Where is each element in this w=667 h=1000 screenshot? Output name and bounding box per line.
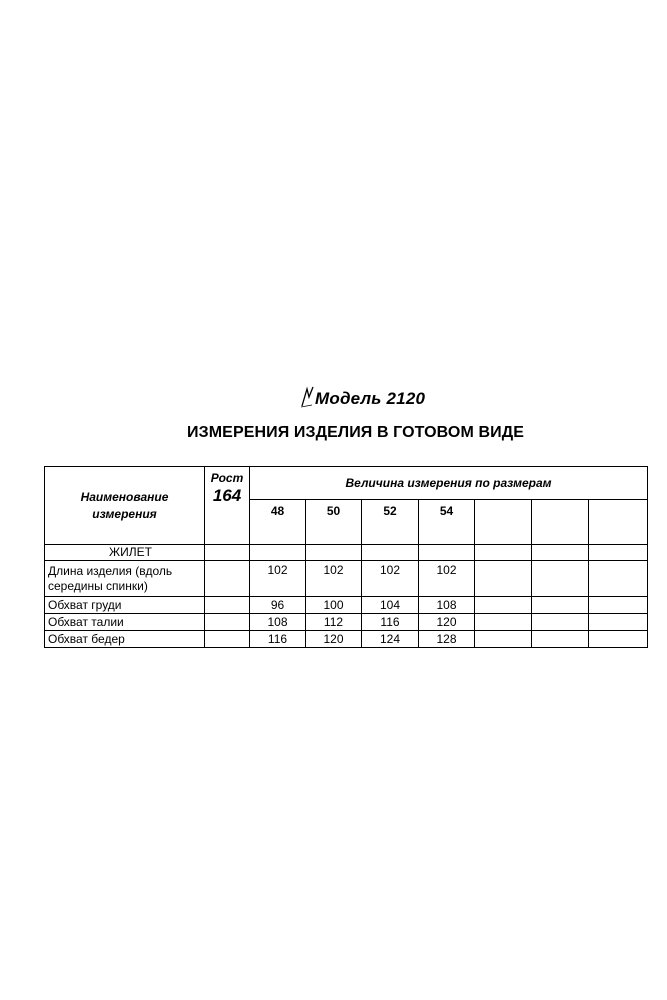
value-cell: 116 xyxy=(362,614,419,631)
rost-value: 164 xyxy=(212,486,242,505)
value-cell: 120 xyxy=(306,631,362,648)
table-row xyxy=(45,631,648,648)
table-row xyxy=(45,597,648,614)
value-cell xyxy=(589,597,648,614)
values-header: Величина измерения по размерам xyxy=(345,475,552,490)
rost-cell xyxy=(205,561,250,597)
value-cell: 102 xyxy=(250,561,306,597)
size-cell: 54 xyxy=(419,500,475,545)
name-header-cell xyxy=(45,467,205,545)
value-cell xyxy=(475,631,532,648)
value-cell: 104 xyxy=(362,597,419,614)
value-cell: 108 xyxy=(419,597,475,614)
size-cell: 52 xyxy=(362,500,419,545)
value-cell: 116 xyxy=(250,631,306,648)
table-cell xyxy=(532,545,589,561)
row-label: Обхват груди xyxy=(45,597,205,614)
size-cell xyxy=(589,500,648,545)
section-row xyxy=(45,545,648,561)
size-cell xyxy=(475,500,532,545)
values-header-cell xyxy=(250,467,648,500)
value-cell: 102 xyxy=(419,561,475,597)
value-cell xyxy=(532,597,589,614)
model-title xyxy=(300,389,425,409)
page-title xyxy=(0,424,667,442)
value-cell: 96 xyxy=(250,597,306,614)
model-logo-icon xyxy=(300,386,314,408)
value-cell: 112 xyxy=(306,614,362,631)
table-cell xyxy=(362,545,419,561)
rost-label: Рост xyxy=(210,471,244,485)
table-row xyxy=(45,561,648,597)
rost-cell xyxy=(205,614,250,631)
table-cell xyxy=(306,545,362,561)
value-cell xyxy=(475,614,532,631)
value-cell xyxy=(475,597,532,614)
section-label: ЖИЛЕТ xyxy=(45,545,205,561)
value-cell xyxy=(532,631,589,648)
rost-cell xyxy=(205,597,250,614)
row-label: Длина изделия (вдоль середины спинки) xyxy=(45,561,205,597)
value-cell: 100 xyxy=(306,597,362,614)
value-cell xyxy=(532,614,589,631)
page-title-text: ИЗМЕРЕНИЯ ИЗДЕЛИЯ В ГОТОВОМ ВИДЕ xyxy=(187,424,524,441)
size-cell xyxy=(532,500,589,545)
value-cell xyxy=(589,614,648,631)
row-label: Обхват бедер xyxy=(45,631,205,648)
value-cell xyxy=(589,561,648,597)
value-cell: 124 xyxy=(362,631,419,648)
value-cell: 120 xyxy=(419,614,475,631)
value-cell xyxy=(589,631,648,648)
measurements-table xyxy=(44,466,648,648)
table-cell xyxy=(250,545,306,561)
rost-header-cell xyxy=(205,467,250,545)
value-cell: 108 xyxy=(250,614,306,631)
model-title-text: Модель 2120 xyxy=(315,389,426,408)
value-cell: 102 xyxy=(306,561,362,597)
size-cell: 48 xyxy=(250,500,306,545)
table-row xyxy=(45,614,648,631)
value-cell xyxy=(475,561,532,597)
table-cell xyxy=(419,545,475,561)
value-cell: 128 xyxy=(419,631,475,648)
row-label: Обхват талии xyxy=(45,614,205,631)
table-cell xyxy=(589,545,648,561)
value-cell xyxy=(532,561,589,597)
name-header: Наименование измерения xyxy=(80,489,169,521)
header-row-top xyxy=(45,467,648,500)
size-cell: 50 xyxy=(306,500,362,545)
value-cell: 102 xyxy=(362,561,419,597)
table-cell xyxy=(475,545,532,561)
rost-cell xyxy=(205,631,250,648)
table-cell xyxy=(205,545,250,561)
